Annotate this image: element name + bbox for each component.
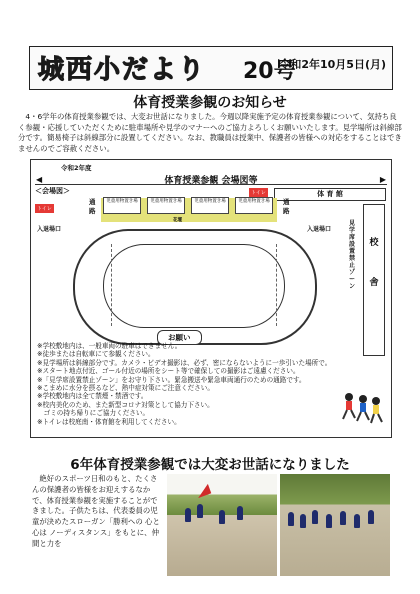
student-figure [197, 504, 203, 518]
section2-heading: 6年体育授業参観では大変お世話になりました [70, 457, 350, 473]
student-figure [288, 512, 294, 526]
student-figure [237, 506, 243, 520]
section2-body: 絶好のスポーツ日和のもと、たくさんの保護者の皆様をお迎えするなかで、体育授業参観を実施することができました。子供たちは、代表委員の児童が決めたスローガン「勝利への 心と心は ノーディスタンス」をもとに、仲間と力を [32, 474, 160, 548]
student-figure [219, 510, 225, 524]
note-item: ゴミの持ち帰りにご協力ください。 [37, 409, 150, 418]
toilet-left: トイレ [37, 206, 52, 212]
bleacher-1: 児童用物置き場 [103, 197, 141, 214]
section1-body: 4・6学年の体育授業参観では、大変お世話になりました。今週以降実施予定の体育授業参観について、気持ち良く参観・応援していただくために駐車場所や見学のマナーへのご協力よろしくお願いいたします。見学場所は斜線部分です。簡易椅子は斜線部分に設置してください。なお、教職員は授業中、保護者の皆様への対応をすることはできませんのでご容赦ください。 [18, 112, 402, 153]
venue-map [30, 159, 392, 438]
runners-illustration [339, 389, 385, 427]
newsletter-title: 城西小だより [38, 55, 207, 85]
road-right: 通路 [283, 198, 290, 215]
student-figure [368, 510, 374, 524]
note-item: ※学校敷地内は、一般車両の駐車はできません。 [37, 342, 182, 350]
track-lane-lines [111, 244, 277, 326]
student-figure [326, 514, 332, 528]
student-figure [300, 514, 306, 528]
gym: 体 育 館 [274, 188, 386, 201]
bleacher-2: 児童用物置き場 [147, 197, 185, 214]
note-item: ※校内美化のため、また新型コロナ対策として協力下さい。 [37, 400, 214, 409]
note-item: ※スタート地点付近、ゴール付近の場所をシート等で確保しての撮影はご遠慮ください。 [37, 367, 300, 376]
map-title: 体育授業参観 会場図等 [164, 176, 258, 186]
issue-number: 20号 [243, 59, 296, 84]
school-building-label: 校 舎 [369, 238, 379, 288]
road-left: 通路 [89, 198, 96, 215]
note-item: ※こまめに水分を摂るなど、熱中症対策にご注意ください。 [37, 384, 214, 393]
entrance-right: 入退場口 [307, 226, 332, 233]
student-figure [185, 508, 191, 522]
request-notes [37, 342, 385, 426]
note-item: ※見学場所は斜線部分です。カメラ・ビデオ撮影は、必ず、密にならないように一歩引いた場所で。 [37, 358, 332, 367]
bleacher-3: 児童用物置き場 [191, 197, 229, 214]
note-item: ※「見学席設置禁止ゾーン」をお守り下さい。緊急搬送や緊急車両通行のための通路です。 [37, 375, 306, 384]
venue-label: ＜会場図＞ [35, 187, 70, 195]
request-heading: お願い [157, 330, 202, 345]
bleacher-4: 児童用物置き場 [235, 197, 273, 214]
section1-heading: 体育授業参観のお知らせ [133, 95, 287, 111]
map-era: 令和2年度 [61, 164, 92, 172]
note-item: ※学校敷地内は全て禁煙・禁酒です。 [37, 392, 148, 401]
flower-bed: 花壇 [173, 218, 182, 223]
entrance-left: 入退場口 [37, 226, 62, 233]
no-viewing-zone: 見学席設置禁止ゾーン [349, 220, 356, 290]
student-figure [340, 511, 346, 525]
school-building [363, 204, 385, 356]
note-item: ※トイレは校庭南・体育館を利用してください。 [37, 417, 181, 426]
arrow-left-icon: ◀ [36, 175, 43, 184]
student-figure [312, 510, 318, 524]
photo-group-event [280, 474, 390, 576]
arrow-right-icon: ▶ [379, 175, 386, 184]
map-divider [35, 184, 387, 185]
note-item: ※徒歩または自転車にて参観ください。 [37, 350, 155, 359]
student-figure [354, 514, 360, 528]
toilet-top: トイレ [251, 190, 266, 196]
issue-date: 令和2年10月5日(月) [279, 58, 386, 71]
masthead [29, 46, 393, 90]
photo-track-event [167, 474, 277, 576]
